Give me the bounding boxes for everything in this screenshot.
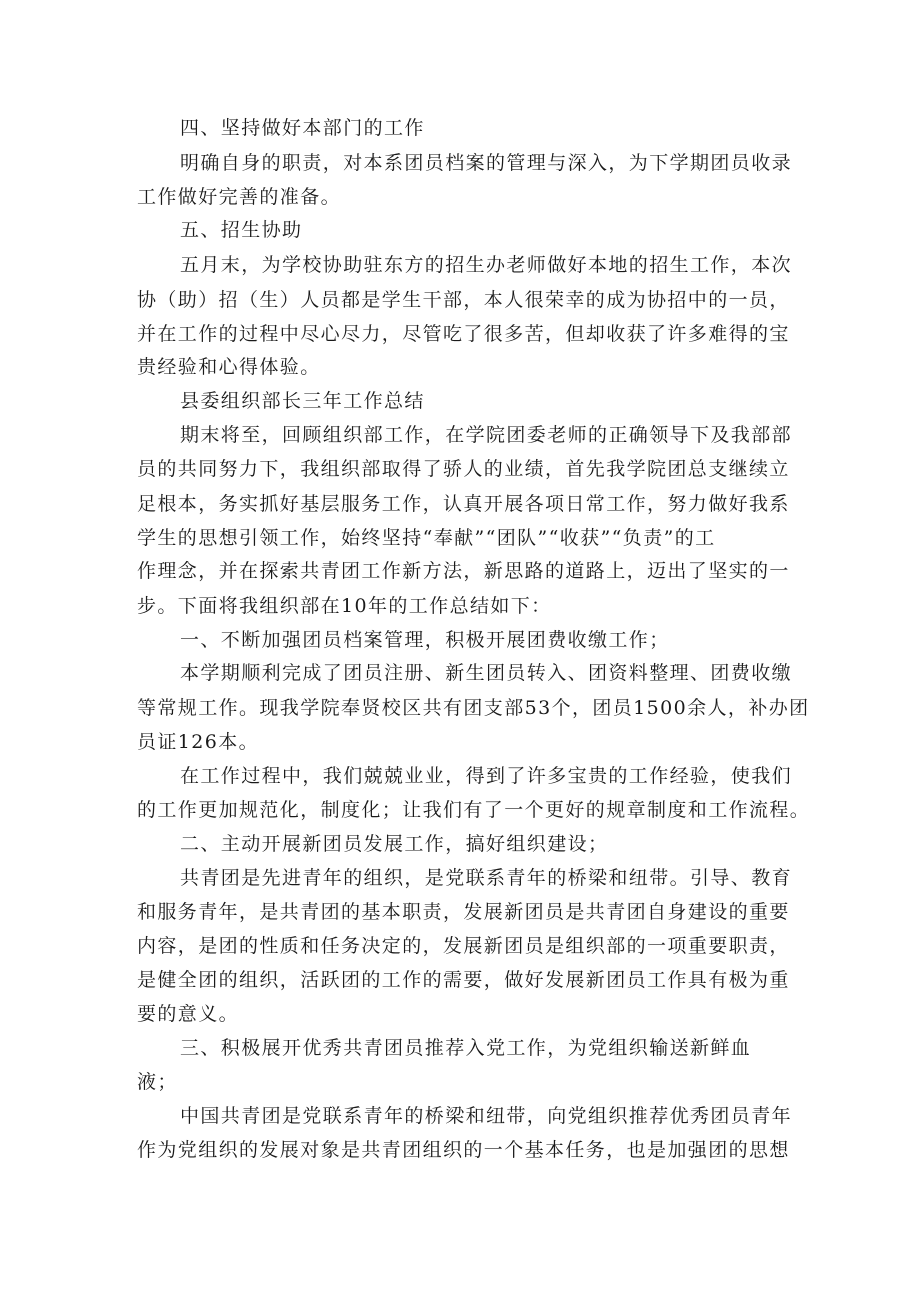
paragraph-line: 和服务青年，是共青团的基本职责，发展新团员是共青团自身建设的重要: [137, 901, 790, 923]
section-heading: 四、坚持做好本部门的工作: [180, 117, 425, 139]
paragraph-line: 员证126本。: [137, 731, 260, 753]
paragraph-line: 工作做好完善的准备。: [137, 186, 342, 208]
paragraph-line: 并在工作的过程中尽心尽力，尽管吃了很多苦，但却收获了许多难得的宝: [137, 323, 790, 345]
paragraph-line: 是健全团的组织，活跃团的工作的需要，做好发展新团员工作具有极为重: [137, 969, 790, 991]
paragraph-line: 协（助）招（生）人员都是学生干部，本人很荣幸的成为协招中的一员，: [137, 289, 790, 311]
paragraph-line: 学生的思想引领工作，始终坚持“奉献”“团队”“收获”“负责”的工: [137, 527, 716, 549]
paragraph-line: 员的共同努力下，我组织部取得了骄人的业绩，首先我学院团总支继续立: [137, 458, 790, 480]
paragraph-line: 等常规工作。现我学院奉贤校区共有团支部53个，团员1500余人，补办团: [137, 697, 810, 719]
section-heading-continued: 液；: [137, 1071, 178, 1093]
paragraph-line: 步。下面将我组织部在10年的工作总结如下：: [137, 595, 552, 617]
paragraph-line: 中国共青团是党联系青年的桥梁和纽带，向党组织推荐优秀团员青年: [180, 1105, 793, 1127]
paragraph-line: 内容，是团的性质和任务决定的，发展新团员是组织部的一项重要职责，: [137, 935, 790, 957]
paragraph-line: 本学期顺利完成了团员注册、新生团员转入、团资料整理、团费收缴: [180, 662, 793, 684]
paragraph-line: 的工作更加规范化，制度化；让我们有了一个更好的规章制度和工作流程。: [137, 799, 811, 821]
paragraph-line: 共青团是先进青年的组织，是党联系青年的桥梁和纽带。引导、教育: [180, 867, 793, 889]
section-heading: 二、主动开展新团员发展工作，搞好组织建设；: [180, 833, 609, 855]
paragraph-line: 贵经验和心得体验。: [137, 356, 321, 378]
section-heading: 一、不断加强团员档案管理，积极开展团费收缴工作；: [180, 629, 670, 651]
paragraph-line: 作为党组织的发展对象是共青团组织的一个基本任务，也是加强团的思想: [137, 1139, 790, 1161]
document-title: 县委组织部长三年工作总结: [180, 390, 425, 412]
paragraph-line: 在工作过程中，我们兢兢业业，得到了许多宝贵的工作经验，使我们: [180, 765, 793, 787]
paragraph-line: 明确自身的职责，对本系团员档案的管理与深入，为下学期团员收录: [180, 152, 793, 174]
paragraph-line: 要的意义。: [137, 1003, 240, 1025]
paragraph-line: 作理念，并在探索共青团工作新方法，新思路的道路上，迈出了坚实的一: [137, 560, 790, 582]
section-heading: 五、招生协助: [180, 219, 303, 241]
paragraph-line: 期末将至，回顾组织部工作，在学院团委老师的正确领导下及我部部: [180, 424, 793, 446]
section-heading: 三、积极展开优秀共青团员推荐入党工作，为党组织输送新鲜血: [180, 1037, 752, 1059]
paragraph-line: 足根本，务实抓好基层服务工作，认真开展各项日常工作，努力做好我系: [137, 493, 790, 515]
paragraph-line: 五月末，为学校协助驻东方的招生办老师做好本地的招生工作，本次: [180, 254, 793, 276]
